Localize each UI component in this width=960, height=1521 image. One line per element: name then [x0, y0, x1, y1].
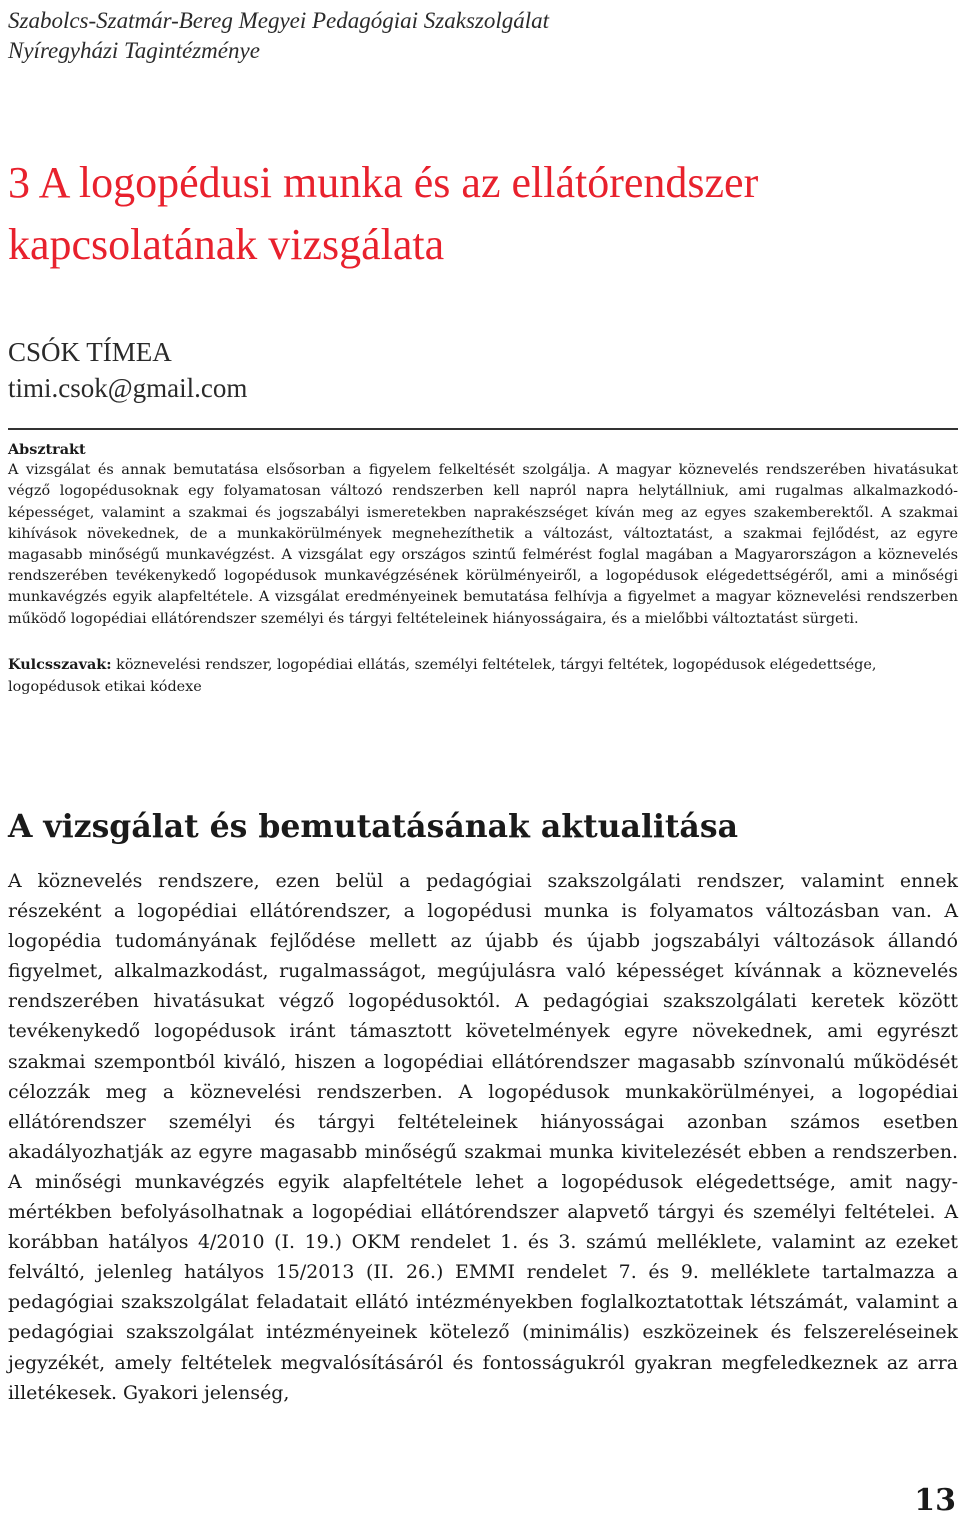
keywords-text: köznevelési rendszer, logopédiai ellátás, személyi feltételek, tárgyi feltétek, logopédusok elégedettsége, logopédusok etikai kódexe	[8, 657, 877, 695]
page-number: 13	[914, 1483, 956, 1518]
body-paragraph: A köznevelés rendszere, ezen belül a pedagógiai szakszolgálati rendszer, valamint ennek részeként a logopédiai ellátórendszer, a logopédusi munka is folyamatos változásban van. A logopédia tudományának fejlődése mellett az újabb és újabb jogszabályi változások állandó figyelmet, alkalmazkodást, rugalmasságot, megújulásra való képességet kívánnak a köznevelés rendszerében hivatásukat végző logopédusoktól. A pedagógiai szakszolgálati keretek között tevékenykedő logopédusok iránt támasztott követelmények egyre növekednek, ami egyrészt szakmai szempontból kiváló, hiszen a logopédiai ellátórendszer magasabb színvonalú működését célozzák meg a köznevelési rendszerben. A logopédusok munkakörülményei, a logopédiai ellátórendszer személyi és tárgyi feltételeinek hiányosságai azonban számos esetben akadályozhatják az egyre magasabb minőségű szakmai munka kivitelezését ebben a rendszerben. A minőségi munkavégzés egyik alapfeltétele lehet a logopédusok elégedettsége, amit nagymértékben befolyásolhatnak a logopédiai ellátórendszer alapvető tárgyi és személyi feltételei. A korábban hatályos 4/2010 (I. 19.) OKM rendelet 1. és 3. számú melléklete, valamint az ezeket felváltó, jelenleg hatályos 15/2013 (II. 26.) EMMI rendelet 7. és 9. melléklete tartalmazza a pedagógiai szakszolgálat feladatait ellátó intézményekben foglalkoztatottak létszámát, valamint a pedagógiai szakszolgálat intézményeinek kötelező (minimális) eszközeinek és felszereléseinek jegyzékét, amely feltételek megvalósításáról és fontosságukról gyakran megfeledkeznek az arra illetékesek. Gyakori jelenség,	[8, 870, 958, 1404]
keywords-label: Kulcsszavak:	[8, 656, 112, 673]
journal-header-line-2: Nyíregyházi Tagintézménye	[8, 38, 260, 63]
author-block	[8, 334, 247, 406]
article-title-line-2: kapcsolatának vizsgálata	[8, 220, 445, 269]
keywords	[8, 654, 958, 698]
abstract-text: A vizsgálat és annak bemutatása elsősorban a figyelem felkeltését szolgálja. A magyar köznevelés rendszerében hivatásukat végző logopédusoknak egy folyamatosan változó rendszerben kell napról napra helytállniuk, ami rugalmas alkalmazkodóképességet, valamint a szakmai és jogszabályi ismeretekben naprakészséget kíván meg az egyes szakemberektől. A szakmai kihívások növekednek, de a munkakörülmények megnehezíthetik a változást, változtatást, a szakmai fejlődést, az egyre magasabb minőségű munkavégzést. A vizsgálat egy országos szintű felmérést foglal magában a Magyarországon a köznevelés rendszerében tevékenykedő logopédusok munkavégzésének körülményeiről, a logopédusok elégedettségéről, ami a minőségi munkavégzés egyik alapfeltétele. A vizsgálat eredményeinek bemutatása felhívja a figyelmet a magyar köznevelési rendszerben működő logopédiai ellátórendszer személyi és tárgyi feltételeinek hiányosságaira, és a mielőbbi változtatást sürgeti.	[8, 462, 958, 627]
section-divider	[8, 428, 958, 430]
journal-header-line-1: Szabolcs-Szatmár-Bereg Megyei Pedagógiai Szakszolgálat	[8, 8, 550, 33]
journal-header	[8, 6, 549, 66]
author-name: CSÓK TÍMEA	[8, 337, 172, 367]
section-heading: A vizsgálat és bemutatásának aktualitása	[8, 808, 738, 845]
article-title	[8, 152, 958, 276]
author-email: timi.csok@gmail.com	[8, 373, 248, 403]
abstract-heading: Absztrakt	[8, 441, 86, 458]
article-title-line-1: 3 A logopédusi munka és az ellátórendszer	[8, 158, 759, 207]
abstract	[8, 439, 958, 630]
